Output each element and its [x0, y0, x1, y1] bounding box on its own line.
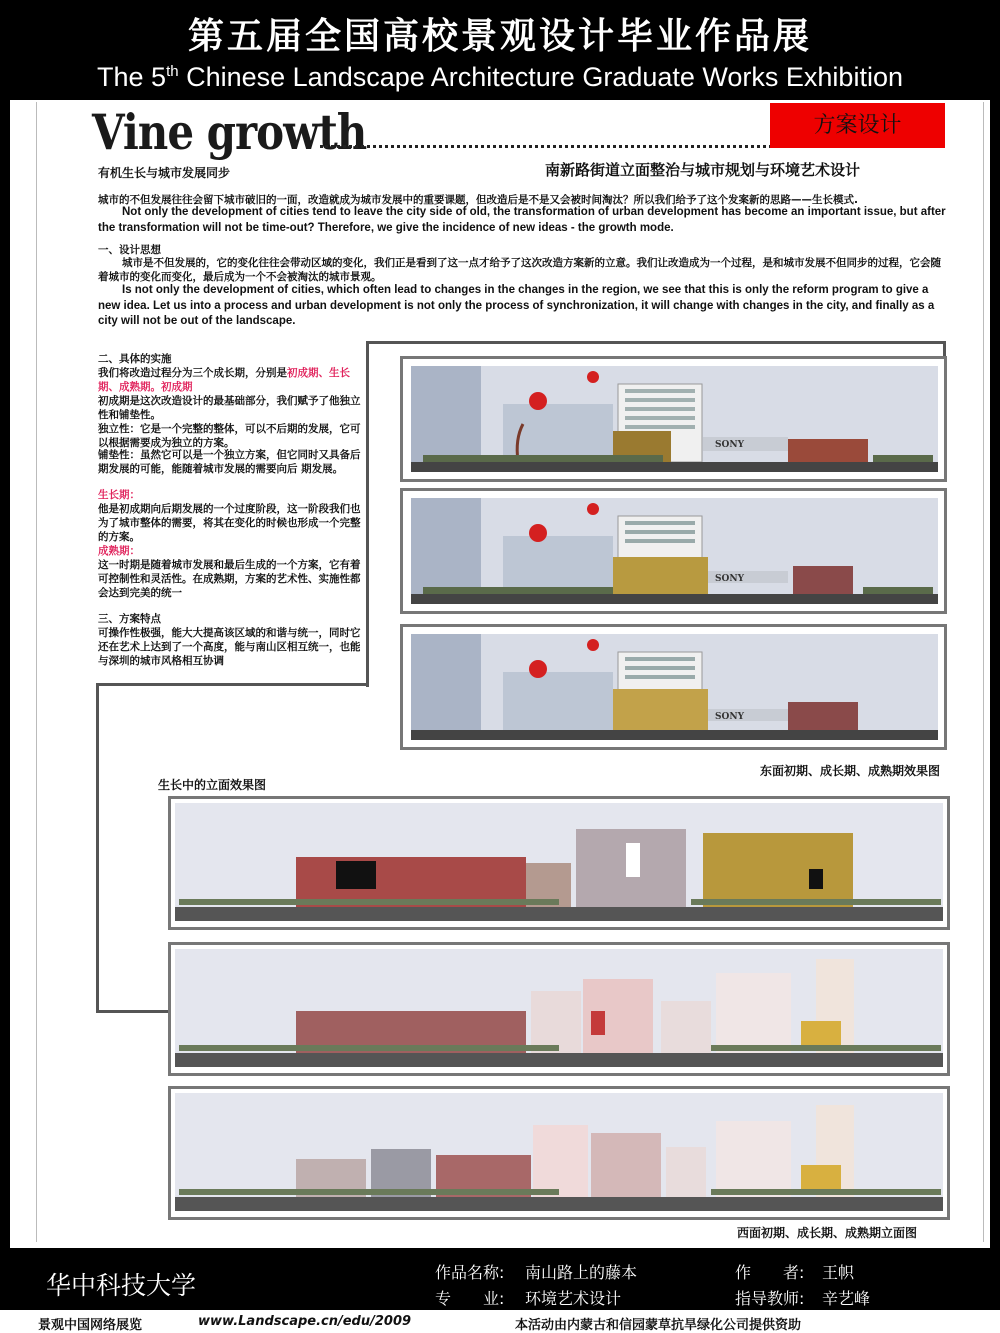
- subtitle-right: 南新路街道立面整治与城市规划与环境艺术设计: [545, 161, 861, 179]
- bracket-connector: [96, 683, 369, 686]
- exhibition-title-cn: 第五届全国高校景观设计毕业作品展: [187, 16, 812, 57]
- sony-sign-3: SONY: [715, 712, 744, 722]
- footer-site: 景观中国网络展览: [38, 1318, 143, 1333]
- exhibition-title-en: The 5th Chinese Landscape Architecture Graduate Works Exhibition: [97, 62, 903, 92]
- work-name: 南山路上的藤本: [525, 1263, 638, 1282]
- east-elevation-initial: [400, 356, 947, 482]
- phase3-label: 成熟期：: [98, 545, 140, 557]
- phase1-label: 初成期: [161, 381, 193, 394]
- major: 环境艺术设计: [525, 1289, 622, 1308]
- phase-list: 初成期、生长期、成熟期。: [98, 367, 350, 394]
- footer-url[interactable]: www.Landscape.cn/edu/2009: [198, 1314, 412, 1329]
- phase1-text: 初成期是这次改造设计的最基础部分，我们赋予了他独立性和铺垫性。: [98, 395, 361, 422]
- east-elevation-mature-drawing: [403, 627, 944, 747]
- west-elevation-growth-drawing: [171, 945, 947, 1073]
- caption-west: 西面初期、成长期、成熟期立面图: [737, 1226, 918, 1240]
- phase2-text: 他是初成期向后期发展的一个过度阶段，这一阶段我们也为了城市整体的需要，将其在变化的时候也形成一个完整的方案。: [98, 503, 361, 544]
- advisor-label: 指导教师:: [735, 1289, 805, 1308]
- university-name: 华中科技大学: [46, 1271, 197, 1300]
- west-elevation-initial: [168, 796, 950, 930]
- phase2-label: 生长期：: [98, 489, 140, 501]
- east-elevation-growth-drawing: [403, 491, 944, 611]
- section3-heading: 三、方案特点: [98, 613, 161, 625]
- bracket-right: [943, 341, 946, 357]
- bracket-left-foot: [96, 1010, 171, 1013]
- title-underline: [320, 145, 778, 148]
- west-elevation-growth: [168, 942, 950, 1076]
- sony-sign-2: SONY: [715, 574, 744, 584]
- foundation-text: 铺垫性：虽然它可以是一个独立方案，但它同时又具备后期发展的可能，能随着城市发展的需要向后 期发展。: [98, 449, 361, 476]
- section3-text: 可操作性极强，能大大提高该区域的和谐与统一，同时它还在艺术上达到了一个高度，能与南山区相互统一，也能与深圳的城市风格相互协调: [98, 627, 361, 668]
- advisor: 辛艺峰: [822, 1289, 871, 1308]
- bracket-top: [366, 341, 946, 344]
- west-elevation-mature-drawing: [171, 1089, 947, 1217]
- sony-sign: SONY: [715, 440, 744, 450]
- intro-cn: 城市的不但发展往往会留下城市破旧的一面，改造就成为城市发展中的重要课题，但改造后是不是又会被时间淘汰？所以我们给予了这个发案新的思路——生长模式.: [98, 194, 858, 206]
- author-label: 作 者:: [735, 1263, 805, 1282]
- phase3-text: 这一时期是随着城市发展和最后生成的一个方案，它有着可控制性和灵活性。在成熟期，方案的艺术性、实施性都会达到完美的统一: [98, 559, 361, 600]
- work-name-label: 作品名称:: [435, 1263, 505, 1282]
- major-label: 专 业:: [435, 1289, 505, 1308]
- bracket-left-vertical: [96, 683, 99, 1013]
- poster-title: Vine growth: [92, 104, 367, 161]
- intro-en: Not only the development of cities tend to leave the city side of old, the transformation of urban development has become an important issue, but after the transformation will not be time-out? Therefore, we give the incidence of new ideas - the growth mode.: [98, 206, 946, 234]
- east-elevation-growth: [400, 488, 947, 614]
- west-elevation-mature: [168, 1086, 950, 1220]
- caption-growth: 生长中的立面效果图: [158, 778, 267, 792]
- caption-east: 东面初期、成长期、成熟期效果图: [760, 764, 941, 778]
- section1-heading: 一、设计思想: [98, 244, 161, 256]
- subtitle-left: 有机生长与城市发展同步: [98, 166, 231, 180]
- west-elevation-initial-drawing: [171, 799, 947, 927]
- category-badge: 方案设计: [770, 103, 945, 148]
- section1-cn: 城市是不但发展的，它的变化往往会带动区域的变化，我们正是看到了这一点才给予了这次改造方案新的立意。我们让改造成为一个过程，是和城市发展不但同步的过程，它会随着城市的变化而变化，最后成为一个不会被淘汰的城市景观。: [98, 257, 941, 284]
- east-elevation-mature: [400, 624, 947, 750]
- footer-sponsor: 本活动由内蒙古和信园蒙草抗旱绿化公司提供资助: [515, 1318, 802, 1333]
- section2-intro: 我们将改造过程分为三个成长期，分别是初成期、生长期、成熟期。初成期: [98, 367, 350, 394]
- section2-heading: 二、具体的实施: [98, 353, 172, 365]
- east-elevation-initial-drawing: [403, 359, 944, 479]
- independence-text: 独立性：它是一个完整的整体，可以不后期的发展，它可以根据需要成为独立的方案。: [98, 423, 361, 450]
- bracket-vertical: [366, 341, 369, 687]
- section1-en: Is not only the development of cities, which often lead to changes in the changes in the region, we see that this is only the reform program to give a new idea. Let us into a process and urban development is not only the process of synchronization, it will change with changes in the city, and finally as a city will not be out of the landscape.: [98, 284, 935, 328]
- footer-bar: [0, 1310, 1000, 1333]
- author: 王帜: [822, 1263, 855, 1282]
